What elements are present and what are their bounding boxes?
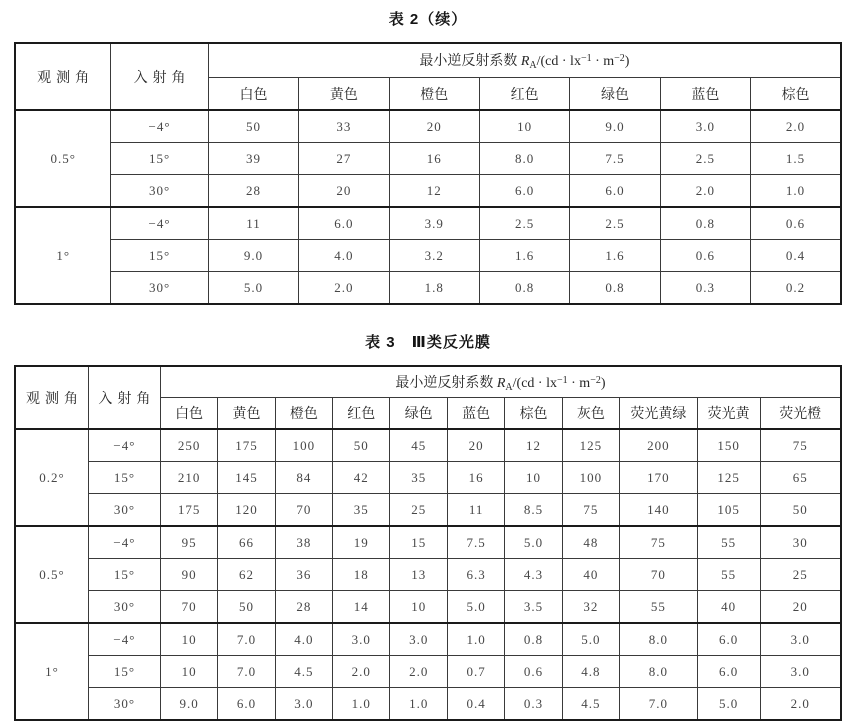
value-cell: 16 [389, 143, 479, 175]
incidence-angle-cell: −4° [89, 623, 161, 656]
incidence-angle-cell: 30° [111, 272, 208, 305]
value-cell: 3.0 [660, 110, 750, 143]
color-column-header: 灰色 [562, 398, 619, 430]
value-cell: 125 [562, 429, 619, 462]
value-cell: 13 [390, 559, 447, 591]
color-column-header: 红色 [333, 398, 390, 430]
value-cell: 10 [160, 656, 217, 688]
value-cell: 25 [390, 494, 447, 527]
value-cell: 2.0 [333, 656, 390, 688]
color-column-header: 黄色 [299, 78, 389, 111]
table-2-retroreflection-coefficients [14, 42, 842, 305]
value-cell: 0.6 [660, 240, 750, 272]
value-cell: 2.0 [760, 688, 841, 721]
value-cell: 3.9 [389, 207, 479, 240]
value-cell: 1.0 [447, 623, 504, 656]
value-cell: 200 [620, 429, 698, 462]
value-cell: 7.0 [218, 656, 275, 688]
value-cell: 0.3 [505, 688, 562, 721]
value-cell: 3.0 [333, 623, 390, 656]
ra-exponent: −2 [590, 374, 601, 386]
value-cell: 4.3 [505, 559, 562, 591]
value-cell: 7.0 [620, 688, 698, 721]
color-column-header: 白色 [208, 78, 298, 111]
incidence-angle-cell: 30° [89, 494, 161, 527]
value-cell: 170 [620, 462, 698, 494]
value-cell: 66 [218, 526, 275, 559]
value-cell: 2.0 [299, 272, 389, 305]
value-cell: 0.7 [447, 656, 504, 688]
value-cell: 75 [562, 494, 619, 527]
incidence-angle-cell: 15° [111, 240, 208, 272]
value-cell: 1.8 [389, 272, 479, 305]
value-cell: 20 [299, 175, 389, 208]
value-cell: 6.0 [697, 623, 760, 656]
value-cell: 2.5 [479, 207, 569, 240]
value-cell: 250 [160, 429, 217, 462]
ra-coefficient-formula [395, 376, 605, 391]
value-cell: 3.0 [275, 688, 332, 721]
value-cell: 50 [760, 494, 841, 527]
value-cell: 95 [160, 526, 217, 559]
value-cell: 3.0 [390, 623, 447, 656]
value-cell: 100 [275, 429, 332, 462]
incidence-angle-cell: 30° [89, 591, 161, 624]
value-cell: 75 [620, 526, 698, 559]
value-cell: 25 [760, 559, 841, 591]
value-cell: 5.0 [208, 272, 298, 305]
value-cell: 1.5 [751, 143, 841, 175]
value-cell: 175 [160, 494, 217, 527]
value-cell: 1.0 [333, 688, 390, 721]
value-cell: 120 [218, 494, 275, 527]
value-cell: 12 [505, 429, 562, 462]
incidence-angle-cell: 15° [89, 462, 161, 494]
value-cell: 9.0 [570, 110, 660, 143]
ra-prefix: 最小逆反射系数 [419, 54, 521, 69]
value-cell: 7.5 [570, 143, 660, 175]
value-cell: 150 [697, 429, 760, 462]
value-cell: 4.5 [275, 656, 332, 688]
value-cell: 4.0 [275, 623, 332, 656]
value-cell: 2.5 [660, 143, 750, 175]
value-cell: 9.0 [208, 240, 298, 272]
value-cell: 35 [333, 494, 390, 527]
value-cell: 40 [697, 591, 760, 624]
incidence-angle-header: 入射角 [111, 43, 208, 110]
value-cell: 42 [333, 462, 390, 494]
value-cell: 2.0 [390, 656, 447, 688]
value-cell: 33 [299, 110, 389, 143]
value-cell: 5.0 [447, 591, 504, 624]
table-2-title: 表 2（续） [388, 11, 468, 28]
color-column-header: 荧光黄绿 [620, 398, 698, 430]
value-cell: 0.8 [505, 623, 562, 656]
color-column-header: 绿色 [390, 398, 447, 430]
value-cell: 3.5 [505, 591, 562, 624]
value-cell: 30 [760, 526, 841, 559]
value-cell: 65 [760, 462, 841, 494]
value-cell: 35 [390, 462, 447, 494]
ra-exponent: −2 [614, 53, 625, 64]
observation-angle-cell: 0.5° [15, 526, 89, 623]
value-cell: 75 [760, 429, 841, 462]
value-cell: 9.0 [160, 688, 217, 721]
value-cell: 45 [390, 429, 447, 462]
ra-symbol-subscript: A [529, 60, 537, 71]
value-cell: 10 [390, 591, 447, 624]
value-cell: 28 [275, 591, 332, 624]
value-cell: 5.0 [505, 526, 562, 559]
value-cell: 19 [333, 526, 390, 559]
ra-unit: ) [624, 54, 630, 69]
value-cell: 6.3 [447, 559, 504, 591]
value-cell: 50 [333, 429, 390, 462]
value-cell: 16 [447, 462, 504, 494]
value-cell: 5.0 [697, 688, 760, 721]
value-cell: 70 [620, 559, 698, 591]
ra-exponent: −1 [580, 53, 592, 64]
value-cell: 8.0 [620, 623, 698, 656]
value-cell: 12 [389, 175, 479, 208]
value-cell: 2.5 [570, 207, 660, 240]
value-cell: 0.4 [447, 688, 504, 721]
value-cell: 55 [697, 526, 760, 559]
value-cell: 1.0 [390, 688, 447, 721]
incidence-angle-cell: 15° [89, 656, 161, 688]
value-cell: 4.5 [562, 688, 619, 721]
color-column-header: 荧光橙 [760, 398, 841, 430]
value-cell: 14 [333, 591, 390, 624]
value-cell: 145 [218, 462, 275, 494]
value-cell: 6.0 [218, 688, 275, 721]
value-cell: 8.5 [505, 494, 562, 527]
value-cell: 0.8 [570, 272, 660, 305]
color-column-header: 绿色 [570, 78, 660, 111]
value-cell: 125 [697, 462, 760, 494]
incidence-angle-cell: 30° [89, 688, 161, 721]
ra-exponent: −1 [556, 374, 568, 386]
value-cell: 6.0 [570, 175, 660, 208]
value-cell: 39 [208, 143, 298, 175]
value-cell: 10 [479, 110, 569, 143]
value-cell: 6.0 [697, 656, 760, 688]
value-cell: 8.0 [479, 143, 569, 175]
observation-angle-cell: 0.2° [15, 429, 89, 526]
color-column-header: 棕色 [505, 398, 562, 430]
color-column-header: 橙色 [275, 398, 332, 430]
value-cell: 100 [562, 462, 619, 494]
value-cell: 175 [218, 429, 275, 462]
value-cell: 2.0 [660, 175, 750, 208]
value-cell: 70 [275, 494, 332, 527]
value-cell: 15 [390, 526, 447, 559]
value-cell: 4.0 [299, 240, 389, 272]
value-cell: 50 [218, 591, 275, 624]
value-cell: 1.6 [570, 240, 660, 272]
table-3-type-iii-reflective-film [14, 365, 842, 721]
value-cell: 84 [275, 462, 332, 494]
value-cell: 8.0 [620, 656, 698, 688]
value-cell: 62 [218, 559, 275, 591]
color-column-header: 荧光黄 [697, 398, 760, 430]
value-cell: 3.2 [389, 240, 479, 272]
value-cell: 4.8 [562, 656, 619, 688]
value-cell: 0.2 [751, 272, 841, 305]
value-cell: 210 [160, 462, 217, 494]
color-column-header: 蓝色 [660, 78, 750, 111]
value-cell: 1.6 [479, 240, 569, 272]
value-cell: 32 [562, 591, 619, 624]
value-cell: 20 [447, 429, 504, 462]
incidence-angle-cell: −4° [89, 429, 161, 462]
incidence-angle-header: 入射角 [89, 366, 161, 429]
value-cell: 55 [697, 559, 760, 591]
value-cell: 55 [620, 591, 698, 624]
value-cell: 0.3 [660, 272, 750, 305]
table-3-title: 表 3 Ⅲ类反光膜 [365, 334, 491, 351]
ra-coefficient-formula [419, 54, 629, 69]
incidence-angle-cell: 15° [111, 143, 208, 175]
ra-unit: · m [567, 375, 591, 391]
value-cell: 0.6 [505, 656, 562, 688]
color-column-header: 红色 [479, 78, 569, 111]
value-cell: 2.0 [751, 110, 841, 143]
observation-angle-cell: 0.5° [15, 110, 111, 207]
ra-symbol: R [520, 54, 530, 69]
value-cell: 5.0 [562, 623, 619, 656]
value-cell: 90 [160, 559, 217, 591]
incidence-angle-cell: −4° [89, 526, 161, 559]
value-cell: 0.8 [660, 207, 750, 240]
observation-angle-header: 观测角 [15, 366, 89, 429]
ra-unit: ) [600, 375, 606, 391]
observation-angle-cell: 1° [15, 207, 111, 304]
observation-angle-cell: 1° [15, 623, 89, 720]
value-cell: 11 [447, 494, 504, 527]
color-column-header: 黄色 [218, 398, 275, 430]
value-cell: 48 [562, 526, 619, 559]
value-cell: 20 [389, 110, 479, 143]
ra-coefficient-header [160, 366, 841, 398]
value-cell: 3.0 [760, 623, 841, 656]
color-column-header: 蓝色 [447, 398, 504, 430]
incidence-angle-cell: −4° [111, 110, 208, 143]
value-cell: 36 [275, 559, 332, 591]
color-column-header: 棕色 [751, 78, 841, 111]
value-cell: 38 [275, 526, 332, 559]
value-cell: 7.5 [447, 526, 504, 559]
value-cell: 10 [505, 462, 562, 494]
color-column-header: 白色 [160, 398, 217, 430]
color-column-header: 橙色 [389, 78, 479, 111]
value-cell: 10 [160, 623, 217, 656]
value-cell: 11 [208, 207, 298, 240]
value-cell: 6.0 [299, 207, 389, 240]
value-cell: 1.0 [751, 175, 841, 208]
ra-unit: /(cd · lx [536, 54, 581, 69]
value-cell: 40 [562, 559, 619, 591]
value-cell: 27 [299, 143, 389, 175]
value-cell: 140 [620, 494, 698, 527]
value-cell: 105 [697, 494, 760, 527]
incidence-angle-cell: 30° [111, 175, 208, 208]
ra-symbol-subscript: A [505, 381, 513, 393]
value-cell: 50 [208, 110, 298, 143]
value-cell: 70 [160, 591, 217, 624]
ra-prefix: 最小逆反射系数 [395, 375, 497, 391]
ra-unit: /(cd · lx [512, 375, 557, 391]
value-cell: 18 [333, 559, 390, 591]
value-cell: 0.4 [751, 240, 841, 272]
value-cell: 20 [760, 591, 841, 624]
value-cell: 28 [208, 175, 298, 208]
value-cell: 3.0 [760, 656, 841, 688]
value-cell: 0.6 [751, 207, 841, 240]
value-cell: 0.8 [479, 272, 569, 305]
incidence-angle-cell: 15° [89, 559, 161, 591]
value-cell: 6.0 [479, 175, 569, 208]
ra-symbol: R [496, 375, 506, 391]
value-cell: 7.0 [218, 623, 275, 656]
ra-coefficient-header [208, 43, 841, 78]
observation-angle-header: 观测角 [15, 43, 111, 110]
incidence-angle-cell: −4° [111, 207, 208, 240]
ra-unit: · m [591, 54, 615, 69]
